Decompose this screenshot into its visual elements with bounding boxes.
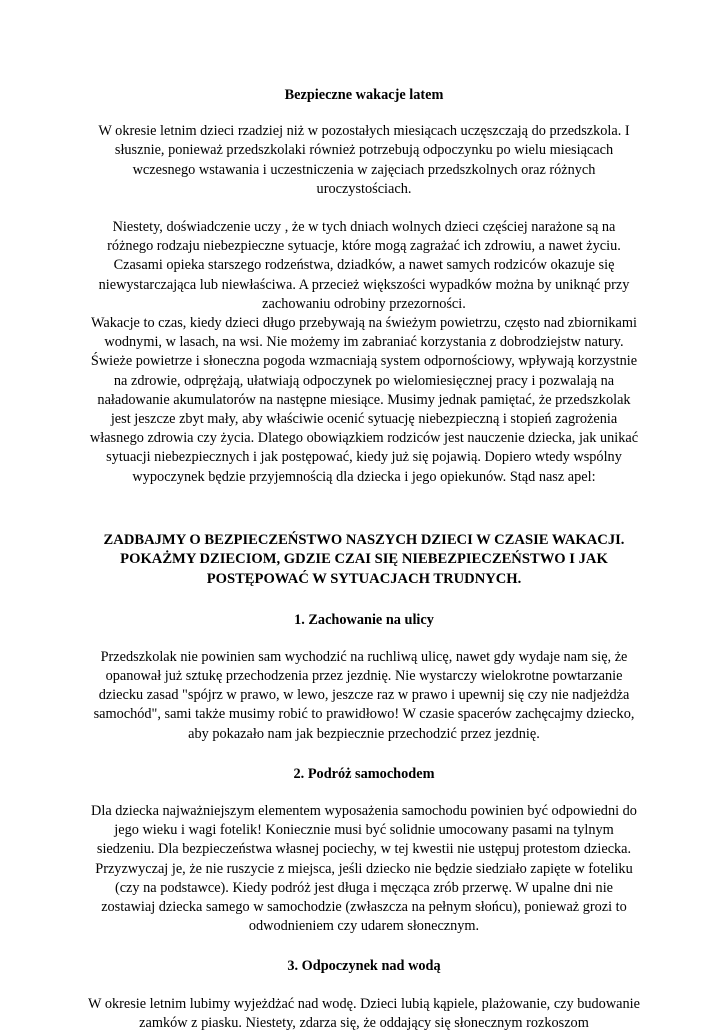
section-text-water-rest: W okresie letnim lubimy wyjeżdżać nad wodę. Dzieci lubią kąpiele, plażowanie, czy budowanie zamków z piasku. Niestety, zdarza się, że oddający się słonecznym rozkoszom [88, 995, 640, 1031]
intro-paragraph-3: Wakacje to czas, kiedy dzieci długo przebywają na świeżym powietrzu, często nad zbiornikami wodnymi, w lasach, na wsi. Nie możemy im zabraniać korzystania z dobrodziejstw natury. Świeże powietrze i słoneczna pogoda wzmacniają system odpornościowy, wpływają korzystnie na zdrowie, odprężają, ułatwiają odpoczynek po wielomiesięcznej pracy i pozwalają na naładowanie akumulatorów na następne miesiące. Musimy jednak pamiętać, że przedszkolak jest jeszcze zbyt mały, aby właściwie ocenić sytuację niebezpieczną i stopień zagrożenia własnego zdrowia czy życia. Dlatego obowiązkiem rodziców jest nauczenie dziecka, jak unikać sytuacji niebezpiecznych i jak postępować, kiedy już się pojawią. Dopiero wtedy wspólny wypoczynek będzie przyjemnością dla dziecka i jego opiekunów. Stąd nasz apel: [89, 315, 639, 485]
section-heading-car-travel: 2. Podróż samochodem [293, 765, 435, 782]
section-heading-street: 1. Zachowanie na ulicy [294, 611, 434, 628]
section-text-car-travel: Dla dziecka najważniejszym elementem wyposażenia samochodu powinien być odpowiedni do jego wieku i wagi fotelik! Koniecznie musi być solidnie umocowany pasami na tylnym siedzeniu. Dla bezpieczeństwa własnej pociechy, w tej kwestii nie ustępuj protestom dziecka. Przyzwyczaj je, że nie ruszycie z miejsca, jeśli dziecko nie będzie siedziało zapięte w foteliku (czy na podstawce). Kiedy podróż jest długa i męcząca zrób przerwę. W upalne dni nie zostawiaj dziecka samego w samochodzie (zwłaszcza na pełnym słońcu), ponieważ grozi to odwodnieniem czy udarem słonecznym. [91, 803, 637, 935]
section-text-street: Przedszkolak nie powinien sam wychodzić na ruchliwą ulicę, nawet gdy wydaje nam się, że opanował już sztukę przechodzenia przez jezdnię. Nie wystarczy wielokrotne powtarzanie dziecku zasad "spójrz w prawo, w lewo, jeszcze raz w prawo i upewnij się czy nie nadjeżdża samochód", sami także musimy robić to prawidłowo! W czasie spacerów zachęcajmy dziecko, aby pokazało nam jak bezpiecznie przechodzić przez jezdnię. [93, 648, 635, 742]
section-heading-water-rest: 3. Odpoczynek nad wodą [287, 958, 441, 975]
document-page [88, 86, 640, 1033]
document-title: Bezpieczne wakacje latem [284, 87, 444, 103]
intro-paragraph-2: Niestety, doświadczenie uczy , że w tych dniach wolnych dzieci częściej narażone są na różnego rodzaju niebezpieczne sytuacje, które mogą zagrażać ich zdrowiu, a nawet życiu. Czasami opieka starszego rodzeństwa, dziadków, a nawet samych rodziców okazuje się niewystarczająca lub niewłaściwa. A przecież większości wypadków można by uniknąć przy zachowaniu odrobiny przezorności. [98, 219, 630, 312]
appeal-text: ZADBAJMY O BEZPIECZEŃSTWO NASZYCH DZIECI W CZASIE WAKACJI. POKAŻMY DZIECIOM, GDZIE CZAI SIĘ NIEBEZPIECZEŃSTWO I JAK POSTĘPOWAĆ W SYTUACJACH TRUDNYCH. [103, 531, 625, 588]
intro-paragraph-1: W okresie letnim dzieci rzadziej niż w pozostałych miesiącach uczęszczają do przedszkola. I słusznie, ponieważ przedszkolaki również potrzebują odpoczynku po wielu miesiącach wczesnego wstawania i uczestniczenia w zajęciach przedszkolnych oraz różnych uroczystościach. [98, 123, 630, 197]
